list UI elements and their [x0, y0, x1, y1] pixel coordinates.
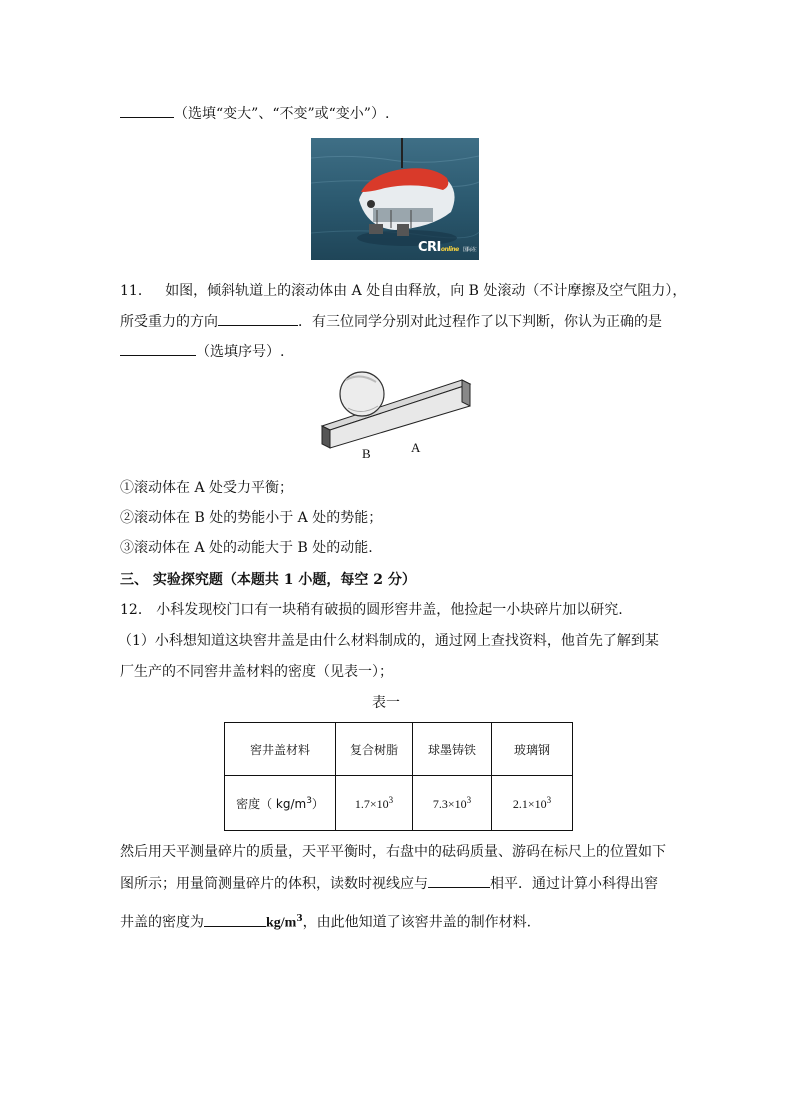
value-exponent: 3	[546, 794, 552, 805]
q11-line3-text: （选填序号）.	[196, 344, 285, 360]
value-mantissa: 7.3×10	[432, 796, 467, 811]
q12-line6-a: 井盖的密度为	[120, 914, 204, 931]
table-header-cell: 复合树脂	[336, 723, 413, 776]
q12-line6	[120, 909, 531, 934]
q11-option-2: ②滚动体在 B 处的势能小于 A 处的势能；	[120, 510, 383, 526]
section-3-title: 三、 实验探究题（本题共 1 小题，每空 2 分）	[120, 572, 416, 588]
table-row	[225, 776, 573, 831]
density-unit-exp: 3	[296, 914, 303, 924]
table-cell	[336, 776, 413, 831]
q11-number: 11．	[120, 283, 152, 299]
q12-line4: 然后用天平测量碎片的质量，天平平衡时，右盘中的砝码质量、游码在标尺上的位置如下	[120, 844, 666, 860]
answer-blank[interactable]	[120, 103, 174, 118]
q11-option-1: ①滚动体在 A 处受力平衡；	[120, 480, 294, 496]
value-exponent: 3	[388, 794, 394, 805]
label-b: B	[362, 446, 371, 461]
incline-drawing	[316, 368, 476, 463]
q11-line2	[120, 311, 662, 332]
table-header-cell: 玻璃钢	[492, 723, 573, 776]
q12-line5-a: 图所示；用量筒测量碎片的体积，读数时视线应与	[120, 876, 428, 892]
photo-logo	[418, 240, 479, 270]
answer-blank[interactable]	[120, 341, 196, 356]
label-a: A	[411, 440, 421, 455]
submersible-photo	[311, 138, 479, 268]
table-caption: 表一	[372, 695, 400, 711]
table-header-cell: 窖井盖材料	[225, 723, 336, 776]
q11-line2-b: ．有三位同学分别对此过程作了以下判断，你认为正确的是	[298, 314, 662, 330]
answer-blank[interactable]	[218, 311, 298, 326]
q12-line5	[120, 873, 658, 894]
q11-line1-text: 如图，倾斜轨道上的滚动体由 A 处自由释放，向 B 处滚动（不计摩擦及空气阻力），	[165, 283, 687, 299]
photo-logo-text: CRI	[418, 240, 441, 255]
answer-blank[interactable]	[428, 873, 490, 888]
q12-line5-b: 相平．通过计算小科得出窖	[490, 876, 658, 892]
q10-tail-text: （选填“变大”、“不变”或“变小”）.	[174, 106, 390, 122]
table-header-row	[225, 723, 573, 776]
q12-line1: 12． 小科发现校门口有一块稍有破损的圆形窖井盖，他捡起一小块碎片加以研究.	[120, 602, 623, 618]
table-cell	[492, 776, 573, 831]
q12-line6-b: ，由此他知道了该窖井盖的制作材料.	[302, 914, 532, 931]
row-label-end: ）	[311, 796, 324, 811]
row-label-text: 密度（ kg/m	[236, 796, 307, 811]
q11-line2-a: 所受重力的方向	[120, 314, 218, 330]
photo-logo-caption: 国际在线	[418, 247, 477, 268]
density-unit: kg/m	[266, 915, 297, 931]
q11-line1	[120, 281, 686, 301]
density-table	[224, 722, 573, 831]
q12-line3: 厂生产的不同窖井盖材料的密度（见表一）；	[120, 664, 393, 680]
row-label-exp: 3	[306, 795, 312, 806]
q10-tail-line	[120, 103, 389, 124]
table-cell	[413, 776, 492, 831]
table-header-cell: 球墨铸铁	[413, 723, 492, 776]
value-mantissa: 1.7×10	[354, 796, 389, 811]
value-exponent: 3	[466, 794, 472, 805]
photo-logo-sub: online	[440, 246, 459, 253]
q11-line3	[120, 341, 284, 362]
q12-line2: （1）小科想知道这块窖井盖是由什么材料制成的，通过网上查找资料，他首先了解到某	[118, 633, 659, 649]
table-row-label	[225, 776, 336, 831]
q11-option-3: ③滚动体在 A 处的动能大于 B 处的动能.	[120, 540, 373, 556]
incline-figure	[316, 368, 476, 463]
value-mantissa: 2.1×10	[512, 796, 547, 811]
answer-blank[interactable]	[204, 912, 266, 927]
